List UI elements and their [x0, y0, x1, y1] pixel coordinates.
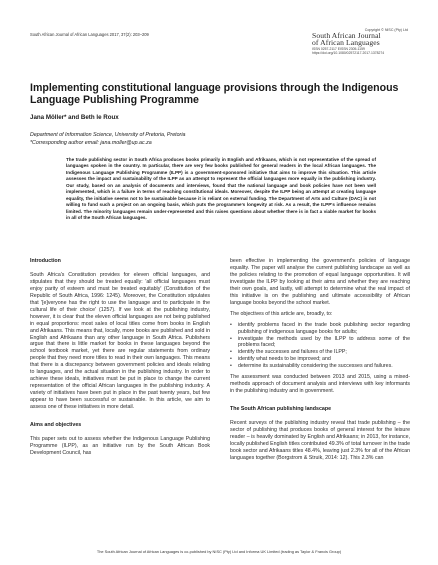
journal-header — [30, 28, 410, 68]
aims-paragraph: This paper sets out to assess whether the Indigenous Language Publishing Programme (ILPP), as an initiative run by the South African Book Development Council, has — [30, 435, 210, 456]
author-affiliation-block — [30, 132, 185, 147]
journal-citation-line: South African Journal of African Languages 2017, 37(2): 203–209 — [30, 32, 149, 37]
objectives-intro: The objectives of this article are, broadly, to: — [230, 310, 333, 317]
journal-title-line-2: of African Languages — [312, 38, 380, 48]
section-heading-landscape: The South African publishing landscape — [230, 406, 332, 413]
doi-link[interactable]: https://doi.org/10.1080/02572117.2017.1378274 — [312, 51, 385, 56]
landscape-paragraph: Recent surveys of the publishing industry reveal that trade publishing – the sector of publishing that produces books of general interest for the leisure reader – is heavily dominated by English and Afrikaans; in 2013, for instance, locally published English titles contributed 49.3% of total turnover in the trade book sector and Afrikaans titles 48.4%, leaving just 2.3% for all of the African languages together (Borgstrom & Struik, 2014: 12). This 2.3% can — [230, 420, 410, 461]
copyright-notice: Copyright © NISC (Pty) Ltd — [364, 28, 408, 32]
section-heading-introduction: Introduction — [30, 258, 61, 264]
author-affiliation: Department of Information Science, University of Pretoria, Pretoria — [30, 132, 186, 138]
corresponding-author-email[interactable]: *Corresponding author email: jana.moller@up.ac.za — [30, 139, 152, 146]
objectives-list — [230, 322, 410, 371]
list-item: • identify what needs to be improved; and — [238, 356, 410, 363]
list-item: • investigate the methods used by the ILPP to address some of the problems faced; — [238, 336, 410, 350]
list-item: • identify problems faced in the trade book publishing sector regarding publishing of indigenous language books for adults; — [238, 322, 410, 336]
body-column-left — [30, 258, 210, 461]
article-abstract: The trade publishing sector in South Africa produces books primarily in English and Afrikaans, which is not representative of the spread of languages spoken in the country. In particular, there are very few books published for general readers in the local African languages. The Indigenous Language Publishing Programme (ILPP) is a government-sponsored initiative that aims to improve this situation. This article assesses the impact and sustainability of the ILPP as an attempt to represent the official languages more equally in the publishing industry. Our study, based on an analysis of documents and interviews, found that the national language and book policies have not been well implemented, which is a failure in terms of reaching constitutional ideals. Moreover, despite the ILPP being an attempt at creating language equality, the initiative seems not to be sustainable because it is reliant on external funding. The Department of Arts and Culture (DAC) is not willing to fund such a project on an ongoing basis, which puts the programme's longevity at risk. As a result, the ILPP's influence remains limited. The minority languages remain under-represented and this raises questions about whether there is in fact a viable market for books in all of the South African languages. — [66, 157, 376, 221]
aims-continuation-paragraph: been effective in implementing the government's policies of language equality. The paper will analyse the current publishing landscape as well as the policies relating to the promotion of equal language opportunities. It will investigate the ILPP by looking at their aims and whether they are reaching their own goals, and lastly, will attempt to determine what the real impact of this initiative is on the publishing and ultimate accessibility of African language books beyond the school market. — [230, 258, 410, 306]
article-title: Implementing constitutional language provisions through the Indigenous Language Publishing Programme — [30, 82, 399, 107]
methodology-paragraph: The assessment was conducted between 2013 and 2015, using a mixed-methods approach of document analysis and interviews with key informants in the publishing industry and in government. — [230, 374, 410, 395]
article-authors: Jana Möller* and Beth le Roux — [30, 114, 119, 121]
journal-masthead — [312, 28, 410, 56]
section-heading-aims: Aims and objectives — [30, 422, 82, 429]
body-column-right — [230, 258, 410, 466]
introduction-paragraph: South Africa's Constitution provides for eleven official languages, and stipulates that they should be treated equally: 'all official languages must enjoy parity of esteem and must be treated equitably' (Constitution of the Republic of South Africa, 1996: 1245). Moreover, the Constitution stipulates that '[e]veryone has the right to use the language and to participate in the cultural life of their choice' (1257). If we look at the publishing industry, however, it is clear that the eleven official languages are not being published in equal proportions: most sales of local titles come from books in English and Afrikaans. This means that, locally, more books are published and sold in English and Afrikaans than any other language in South Africa. Publishers argue that there is little market for books in these languages beyond the school textbook market, yet there are regular statements from ordinary people that they need more titles to read in their own languages. This means that there is a discrepancy between government policies and ideals relating to languages, and the actual situation in the publishing industry. In order to achieve these ideals, initiatives must be put in place to change the current representation of the official African languages in the publishing industry. A variety of initiatives have been put in place in the past twenty years, but few appear to have been successful or sustainable. In this article, we aim to assess one of these initiatives in more detail. — [30, 271, 210, 411]
list-item: • identify the successes and failures of the ILPP; — [238, 349, 410, 356]
page-footer: The South African Journal of African Languages is co-published by NISC (Pty) Ltd and Informa UK Limited (trading as Taylor & Francis Group) — [96, 549, 342, 554]
list-item: • determine its sustainability considering the successes and failures. — [238, 363, 410, 370]
issn-line: ISSN 0257-2117 EISSN 2305-1159 — [312, 46, 365, 51]
journal-title-line-1: South African Journal — [312, 31, 381, 40]
